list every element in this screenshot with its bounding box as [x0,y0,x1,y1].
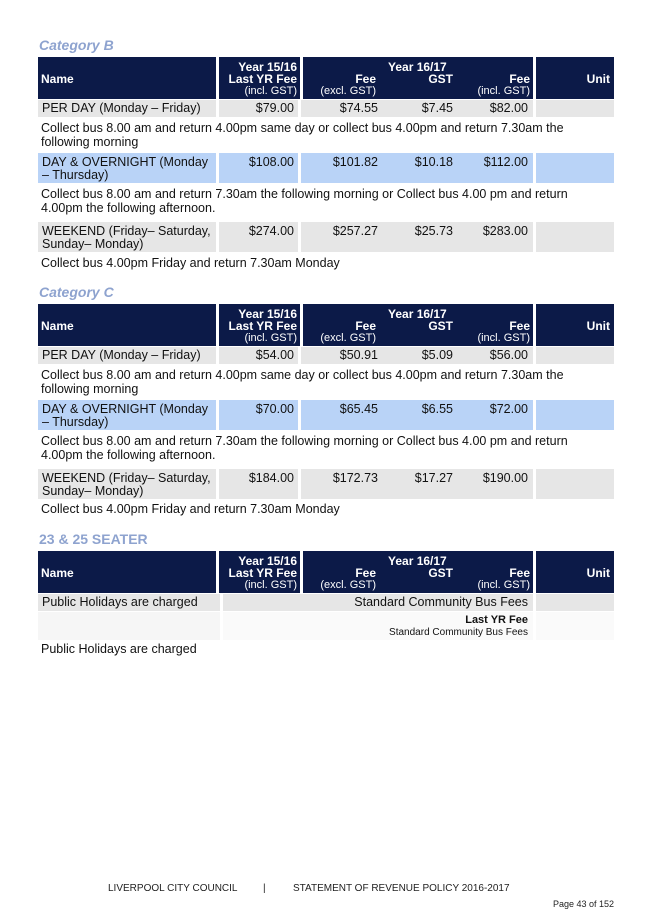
last-yr-fee-value: $70.00 [255,402,294,416]
header-incl-gst: (incl. GST) [244,332,297,344]
unit-cell [536,400,614,430]
fee-incl-value: $56.00 [489,348,528,362]
header-year1516: Year 15/16 [238,554,297,568]
header-incl-gst-2: (incl. GST) [477,332,530,344]
header-last-yr-fee: Last YR Fee [228,566,297,580]
fee-incl-value: $82.00 [489,101,528,115]
last-yr-fee-value: $108.00 [248,155,294,169]
table-row-name: DAY & OVERNIGHT (Monday – Thursday) [38,153,216,183]
table-row-name: PER DAY (Monday – Friday) [38,100,216,117]
footer-doc-title: STATEMENT OF REVENUE POLICY 2016-2017 [293,883,510,894]
header-incl-gst: (incl. GST) [244,85,297,97]
header-name: Name [41,566,74,580]
fee-incl-value: $283.00 [482,224,528,238]
header-name: Name [41,72,74,86]
header-incl-gst: (incl. GST) [244,579,297,591]
unit-cell [536,594,614,611]
unit-cell [536,469,614,499]
header-gst: GST [428,319,453,333]
header-last-yr-fee: Last YR Fee [228,72,297,86]
header-fee: Fee [355,566,376,580]
table-row-name: WEEKEND (Friday– Saturday, Sunday– Monday) [38,222,216,252]
header-fee-incl: Fee [509,72,530,86]
header-incl-gst-2: (incl. GST) [477,85,530,97]
header-fee: Fee [355,72,376,86]
standard-fees-value: Standard Community Bus Fees [354,595,528,609]
table-row-name: Public Holidays are charged [38,594,220,611]
gst-value: $10.18 [414,155,453,169]
row-description: Collect bus 4.00pm Friday and return 7.30am Monday [41,502,340,516]
category-c-header [38,304,614,346]
category-b-header [38,57,614,99]
header-excl-gst: (excl. GST) [320,85,376,97]
unit-cell [536,100,614,117]
header-unit: Unit [586,319,610,333]
header-year1617: Year 16/17 [388,60,447,74]
fee-excl-value: $101.82 [332,155,378,169]
fee-incl-value: $72.00 [489,402,528,416]
category-c-title: Category C [39,284,114,300]
row-description: Collect bus 8.00 am and return 7.30am the following morning or Collect bus 4.00 pm and return 4.00pm the following afternoon. [41,187,568,215]
header-unit: Unit [586,72,610,86]
fee-excl-value: $257.27 [332,224,378,238]
fee-excl-value: $74.55 [339,101,378,115]
header-unit: Unit [586,566,610,580]
last-yr-fee-value: $54.00 [255,348,294,362]
row-description: Collect bus 8.00 am and return 4.00pm same day or collect bus 4.00pm and return 7.30am the following morning [41,368,564,396]
table-row-name: PER DAY (Monday – Friday) [38,347,216,364]
seater-header [38,551,614,593]
gst-value: $17.27 [414,471,453,485]
category-b-title: Category B [39,37,114,53]
page-number: Page 43 of 152 [553,899,615,909]
unit-cell [536,347,614,364]
fee-excl-value: $172.73 [332,471,378,485]
unit-cell [536,222,614,252]
header-gst: GST [428,566,453,580]
header-incl-gst-2: (incl. GST) [477,579,530,591]
last-yr-fee-value: $79.00 [255,101,294,115]
table-row-name: WEEKEND (Friday– Saturday, Sunday– Monday) [38,469,216,499]
row-description: Collect bus 8.00 am and return 4.00pm same day or collect bus 4.00pm and return 7.30am the following morning [41,121,564,149]
sub-value: Standard Community Bus Fees [389,627,528,638]
unit-cell [536,153,614,183]
header-fee-incl: Fee [509,566,530,580]
header-last-yr-fee: Last YR Fee [228,319,297,333]
header-year1617: Year 16/17 [388,307,447,321]
header-year1516: Year 15/16 [238,307,297,321]
gst-value: $25.73 [414,224,453,238]
fee-excl-value: $50.91 [339,348,378,362]
last-yr-fee-value: $184.00 [248,471,294,485]
row-description: Collect bus 4.00pm Friday and return 7.30am Monday [41,256,340,270]
gst-value: $7.45 [421,101,453,115]
fee-incl-value: $190.00 [482,471,528,485]
footer-org: LIVERPOOL CITY COUNCIL [108,883,238,894]
header-name: Name [41,319,74,333]
fee-incl-value: $112.00 [483,155,528,169]
header-excl-gst: (excl. GST) [320,332,376,344]
last-yr-fee-value: $274.00 [248,224,294,238]
table-row-name: DAY & OVERNIGHT (Monday – Thursday) [38,400,216,430]
seater-title: 23 & 25 SEATER [39,531,148,547]
seater-footer-note: Public Holidays are charged [41,642,197,656]
fee-excl-value: $65.45 [339,402,378,416]
header-year1617: Year 16/17 [388,554,447,568]
header-year1516: Year 15/16 [238,60,297,74]
unit-cell [536,612,614,640]
row-description: Collect bus 8.00 am and return 7.30am the following morning or Collect bus 4.00 pm and return 4.00pm the following afternoon. [41,434,568,462]
header-excl-gst: (excl. GST) [320,579,376,591]
header-fee: Fee [355,319,376,333]
gst-value: $5.09 [421,348,453,362]
header-gst: GST [428,72,453,86]
gst-value: $6.55 [421,402,453,416]
empty-cell [38,612,220,640]
sub-label: Last YR Fee [465,614,528,626]
footer-divider: | [263,883,266,894]
header-fee-incl: Fee [509,319,530,333]
